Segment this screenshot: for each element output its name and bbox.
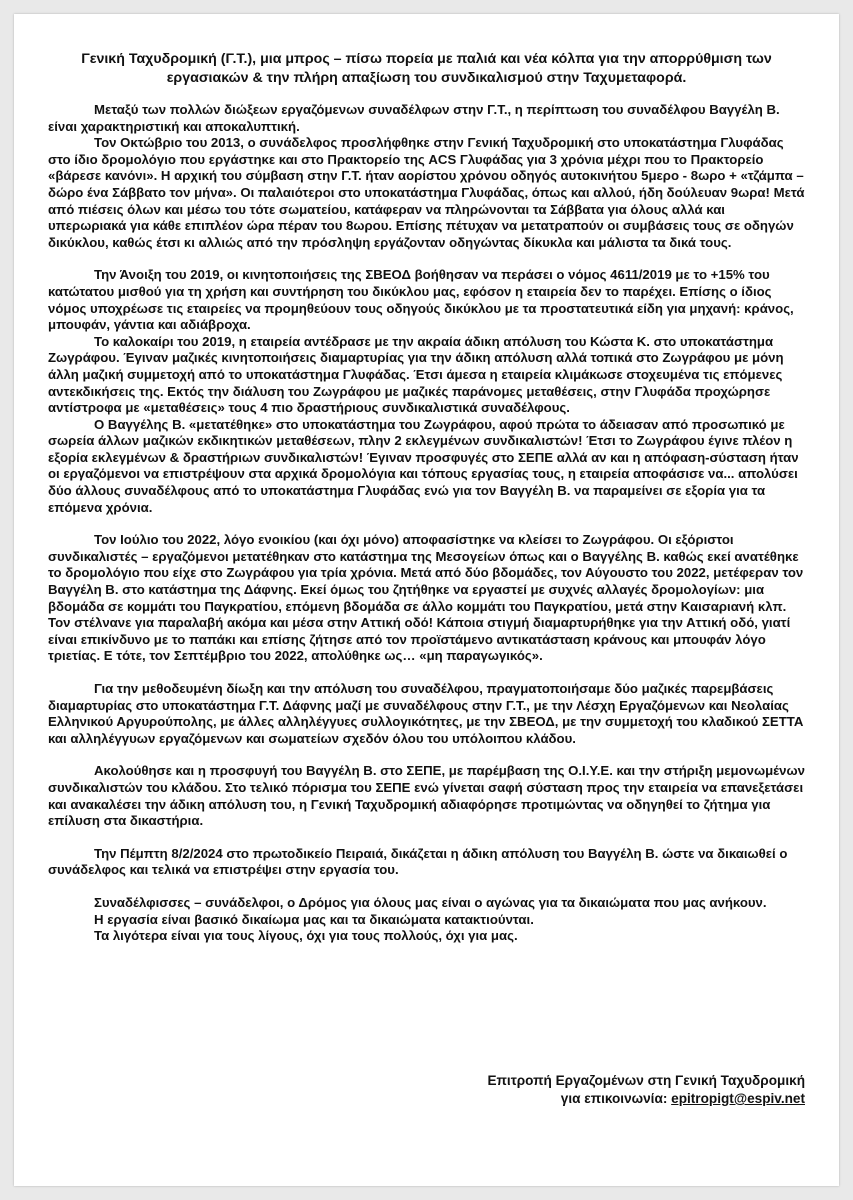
paragraph-summer-2019: Το καλοκαίρι του 2019, η εταιρεία αντέδρασε με την ακραία άδικη απόλυση του Κώστα Κ. στο υποκατάστημα Ζωγράφου. Έγιναν μαζικές κινητοποιήσεις διαμαρτυρίας για την άδικη απόλυση αλλά τοπικά στο Ζωγράφου με μόνη άλλη μαζική συμμετοχή από το υποκατάστημα Γλυφάδας. Έτσι άμεσα η εταιρεία κλιμάκωσε στοχευμένα τις επόμενες αντεκδικήσεις της. Εκτός την διάλυση του Ζωγράφου με μαζικές παράνομες μεταθέσεις, στην Γλυφάδα προχώρησε αντίστροφα με «μεταθέσεις» τους 4 πιο δραστήριους συνδικαλιστικά συναδέλφους. [48, 333, 784, 416]
paragraph-law-2019: Την Άνοιξη του 2019, οι κινητοποιήσεις της ΣΒΕΟΔ βοήθησαν να περάσει ο νόμος 4611/2019 με το +15% του κατώτατου μισθού για τη χρήση και συντήρηση του δικύκλου μας, εφόσον η εταιρεία δεν το παρέχει. Επίσης ο ίδιος νόμος υποχρέωσε τις εταιρείες να προμηθεύουν τους οδηγούς δικύκλου με τα προστατευτικά είδη για μηχανή: κράνος, μπουφάν, γάντια και αδιάβροχα. [48, 267, 794, 333]
paragraph-hiring: Τον Οκτώβριο του 2013, ο συνάδελφος προσλήφθηκε στην Γενική Ταχυδρομική στο υποκατάστημα Γλυφάδας στο ίδιο δρομολόγιο που εργάστηκε και στο Πρακτορείο της ACS Γλυφάδας για 3 χρόνια μέχρι που το Πρακτορείο «βάρεσε κανόνι». Η αρχική του σύμβαση στην Γ.Τ. ήταν αορίστου χρόνου οδηγός αυτοκινήτου 5μερο - 8ωρο + «τζάμπα – δώρο ένα Σάββατο τον μήνα». Οι παλαιότεροι στο υποκατάστημα Γλυφάδας, όπως και αλλού, ήδη δούλευαν 9ωρα! Μετά από πιέσεις όλων και μέσω του τότε σωματείου, κατάφεραν να πληρώνονται τα Σάββατα για όλους αλλά και υπερωριακά για κάθε επιπλέον ώρα πέραν του 8ωρου. Επίσης πέτυχαν να μετατραπούν οι συμβάσεις τους σε οδηγών δικύκλου, καθώς έτσι κι αλλιώς από την πρόσληψη εργάζονταν οδηγώντας δίκυκλα και μάλιστα τα δικά τους. [48, 135, 805, 250]
paragraph-sepe: Ακολούθησε και η προσφυγή του Βαγγέλη Β. στο ΣΕΠΕ, με παρέμβαση της Ο.Ι.Υ.Ε. και την στήριξη μεμονωμένων συνδικαλιστών του κλάδου. Στο τελικό πόρισμα του ΣΕΠΕ ενώ γίνεται σαφή σύσταση προς την εταιρεία να επανεξετάσει και ανακαλέσει την άδικη απόλυση του, η Γενική Ταχυδρομική αδιαφόρησε προτιμώντας να οδηγηθεί το ζήτημα για επίλυση στα δικαστήρια. [48, 763, 805, 829]
paragraph-right-to-work: Η εργασία είναι βασικό δικαίωμα μας και τα δικαιώματα κατακτιούνται. [94, 911, 534, 927]
document-page [14, 14, 839, 1186]
signature-contact [487, 1090, 805, 1108]
contact-label: για επικοινωνία: [560, 1091, 668, 1106]
paragraph-july-2022: Τον Ιούλιο του 2022, λόγο ενοικίου (και όχι μόνο) αποφασίστηκε να κλείσει το Ζωγράφου. Οι εξόριστοι συνδικαλιστές – εργαζόμενοι μετατέθηκαν στο κατάστημα της Μεσογείων όπως και ο Βαγγέλης Β. καθώς εκεί ανατέθηκε το δρομολόγιο που είχε στο Ζωγράφου για τρία χρόνια. Μετά από δύο βδομάδες, τον Αύγουστο του 2022, μετέφεραν τον Βαγγέλη Β. στο κατάστημα της Δάφνης. Εκεί όμως του ζητήθηκε να εργαστεί με συχνές αλλαγές δρομολογίων: μια βδομάδα σε κομμάτι του Παγκρατίου, επόμενη βδομάδα σε άλλο κομμάτι του Παγκρατίου, μετά στην Καισαριανή κλπ. Τον στέλνανε για παραλαβή ακόμα και μέσα στην Αττική οδό! Κάποια στιγμή διαμαρτυρήθηκε για την Αττική οδό, γιατί είναι επικίνδυνο με το παπάκι και επίσης ζήτησε από τον προϊστάμενο αντικατάσταση κράνους και μπουφάν λόγο τριετίας. Ε τότε, τον Σεπτέμβριο του 2022, απολύθηκε ως… «μη παραγωγικός». [48, 532, 804, 664]
paragraph-slogan: Τα λιγότερα είναι για τους λίγους, όχι για τους πολλούς, όχι για μας. [94, 928, 518, 944]
signature-block [487, 1072, 805, 1108]
contact-email-link[interactable]: epitropigt@espiv.net [671, 1091, 805, 1106]
signature-committee: Επιτροπή Εργαζομένων στη Γενική Ταχυδρομική [487, 1073, 805, 1088]
paragraph-protests: Για την μεθοδευμένη δίωξη και την απόλυση του συναδέλφου, πραγματοποιήσαμε δύο μαζικές παρεμβάσεις διαμαρτυρίας στο υποκατάστημα Γ.Τ. Δάφνης μαζί με συναδέλφους στην Γ.Τ., με την Λέσχη Εργαζόμενων και Νεολαίας Ελληνικού Αργυρούπολης, με άλλες αλληλέγγυες συλλογικότητες, με την ΣΒΕΟΔ, με την συμμετοχή του κλαδικού ΣΕΤΤΑ και αλληλέγγυων εργαζόμενων και σωματείων σχεδόν όλου του υπόλοιπου κλάδου. [48, 681, 804, 746]
paragraph-call: Συναδέλφισσες – συνάδελφοι, ο Δρόμος για όλους μας είναι ο αγώνας για τα δικαιώματα που μας ανήκουν. [94, 894, 767, 910]
paragraph-trial: Την Πέμπτη 8/2/2024 στο πρωτοδικείο Πειραιά, δικάζεται η άδικη απόλυση του Βαγγέλη Β. ώστε να δικαιωθεί ο συνάδελφος και τελικά να επιστρέψει στην εργασία του. [48, 845, 788, 878]
paragraph-transfer: Ο Βαγγέλης Β. «μετατέθηκε» στο υποκατάστημα του Ζωγράφου, αφού πρώτα το άδειασαν από προσωπικό με σωρεία άλλων μαζικών εκδικητικών μεταθέσεων, πλην 2 εκλεγμένων συνδικαλιστών! Έτσι το Ζωγράφου έγινε πλέον η εξορία εκλεγμένων & δραστήριων συνδικαλιστών! Έγιναν προσφυγές στο ΣΕΠΕ αλλά αν και η απόφαση-σύσταση ήταν οι εργαζόμενοι να επιστρέψουν στα αρχικά δρομολόγια και τόπους εργασίας τους, η εταιρεία αποφάσισε να... απολύσει δύο άλλους συναδέλφους από το υποκατάστημα Γλυφάδας ενώ για τον Βαγγέλη Β. να παραμείνει σε εξορία για τα επόμενα χρόνια. [48, 416, 799, 515]
document-title: Γενική Ταχυδρομική (Γ.Τ.), μια μπρος – πίσω πορεία με παλιά και νέα κόλπα για την απορρύθμιση των εργασιακών & την πλήρη απαξίωση του συνδικαλισμού στην Ταχυμεταφορά. [81, 51, 772, 86]
paragraph-intro: Μεταξύ των πολλών διώξεων εργαζόμενων συναδέλφων στην Γ.Τ., η περίπτωση του συναδέλφου Βαγγέλη Β. είναι χαρακτηριστική και αποκαλυπτική. [48, 102, 780, 134]
